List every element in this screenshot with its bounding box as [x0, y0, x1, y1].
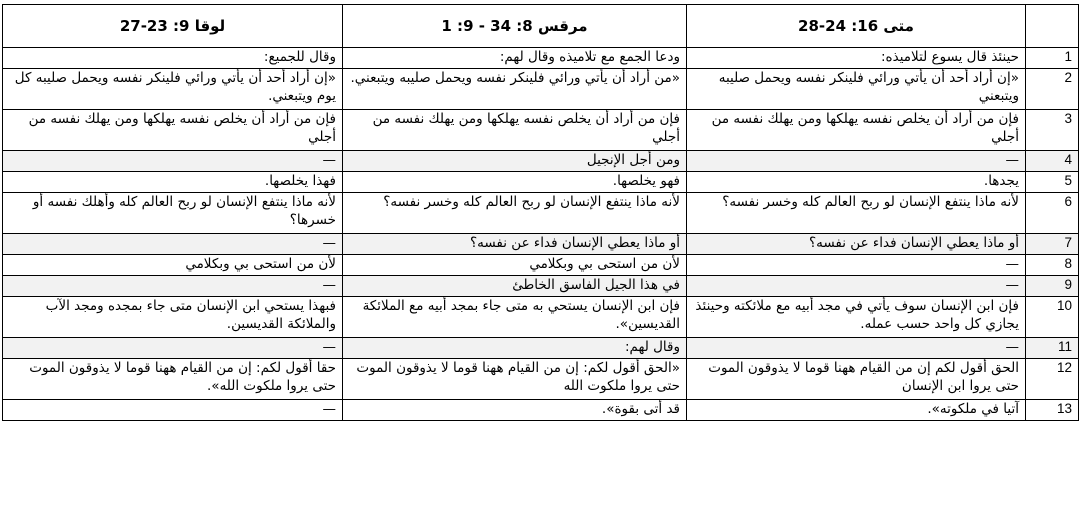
cell-matthew: الحق أقول لكم إن من القيام ههنا قوما لا يذوقون الموت حتى يروا ابن الإنسان	[687, 359, 1026, 400]
cell-mark: في هذا الجيل الفاسق الخاطئ	[343, 276, 687, 297]
cell-mark: ومن أجل الإنجيل	[343, 151, 687, 172]
cell-luke: فإن من أراد أن يخلص نفسه يهلكها ومن يهلك نفسه من أجلي	[3, 110, 343, 151]
cell-mark: وقال لهم:	[343, 338, 687, 359]
cell-luke: —	[3, 151, 343, 172]
table-row	[3, 69, 1079, 110]
header-mark: مرقس 8: 34 - 9: 1	[343, 5, 687, 48]
cell-luke: «إن أراد أحد أن يأتي ورائي فلينكر نفسه ويحمل صليبه كل يوم ويتبعني.	[3, 69, 343, 110]
row-number: 5	[1026, 172, 1079, 193]
cell-mark: لأن من استحى بي وبكلامي	[343, 255, 687, 276]
header-luke: لوقا 9: 23-27	[3, 5, 343, 48]
cell-matthew: —	[687, 255, 1026, 276]
cell-matthew: «إن أراد أحد أن يأتي ورائي فلينكر نفسه ويحمل صليبه ويتبعني	[687, 69, 1026, 110]
header-matthew: متى 16: 24-28	[687, 5, 1026, 48]
header-index	[1026, 5, 1079, 48]
cell-luke: —	[3, 276, 343, 297]
row-number: 11	[1026, 338, 1079, 359]
table-row	[3, 172, 1079, 193]
cell-matthew: —	[687, 276, 1026, 297]
table-row	[3, 297, 1079, 338]
cell-luke: لأن من استحى بي وبكلامي	[3, 255, 343, 276]
row-number: 4	[1026, 151, 1079, 172]
cell-mark: فإن من أراد أن يخلص نفسه يهلكها ومن يهلك نفسه من أجلي	[343, 110, 687, 151]
cell-luke: —	[3, 338, 343, 359]
row-number: 2	[1026, 69, 1079, 110]
cell-mark: لأنه ماذا ينتفع الإنسان لو ربح العالم كله وخسر نفسه؟	[343, 193, 687, 234]
cell-matthew: آتيا في ملكوته».	[687, 400, 1026, 421]
cell-matthew: لأنه ماذا ينتفع الإنسان لو ربح العالم كله وخسر نفسه؟	[687, 193, 1026, 234]
table-row	[3, 151, 1079, 172]
cell-luke: لأنه ماذا ينتفع الإنسان لو ربح العالم كله وأهلك نفسه أو خسرها؟	[3, 193, 343, 234]
row-number: 3	[1026, 110, 1079, 151]
cell-matthew: حينئذ قال يسوع لتلاميذه:	[687, 48, 1026, 69]
cell-matthew: —	[687, 151, 1026, 172]
cell-mark: ودعا الجمع مع تلاميذه وقال لهم:	[343, 48, 687, 69]
cell-matthew: أو ماذا يعطي الإنسان فداء عن نفسه؟	[687, 234, 1026, 255]
table-row	[3, 193, 1079, 234]
cell-mark: «من أراد أن يأتي ورائي فلينكر نفسه ويحمل صليبه ويتبعني.	[343, 69, 687, 110]
table-row	[3, 338, 1079, 359]
row-number: 9	[1026, 276, 1079, 297]
cell-mark: أو ماذا يعطي الإنسان فداء عن نفسه؟	[343, 234, 687, 255]
cell-matthew: يجدها.	[687, 172, 1026, 193]
row-number: 8	[1026, 255, 1079, 276]
table-row	[3, 276, 1079, 297]
cell-mark: فهو يخلصها.	[343, 172, 687, 193]
cell-luke: —	[3, 400, 343, 421]
cell-luke: وقال للجميع:	[3, 48, 343, 69]
cell-mark: «الحق أقول لكم: إن من القيام ههنا قوما لا يذوقون الموت حتى يروا ملكوت الله	[343, 359, 687, 400]
cell-luke: فبهذا يستحي ابن الإنسان متى جاء بمجده ومجد الآب والملائكة القديسين.	[3, 297, 343, 338]
synopsis-table	[2, 4, 1079, 421]
cell-luke: —	[3, 234, 343, 255]
cell-matthew: —	[687, 338, 1026, 359]
row-number: 6	[1026, 193, 1079, 234]
cell-mark: قد أتى بقوة».	[343, 400, 687, 421]
row-number: 7	[1026, 234, 1079, 255]
row-number: 1	[1026, 48, 1079, 69]
row-number: 10	[1026, 297, 1079, 338]
row-number: 12	[1026, 359, 1079, 400]
cell-matthew: فإن من أراد أن يخلص نفسه يهلكها ومن يهلك نفسه من أجلي	[687, 110, 1026, 151]
cell-luke: حقا أقول لكم: إن من القيام ههنا قوما لا يذوقون الموت حتى يروا ملكوت الله».	[3, 359, 343, 400]
table-row	[3, 400, 1079, 421]
table-row	[3, 110, 1079, 151]
header-row	[3, 5, 1079, 48]
cell-luke: فهذا يخلصها.	[3, 172, 343, 193]
row-number: 13	[1026, 400, 1079, 421]
cell-mark: فإن ابن الإنسان يستحي به متى جاء بمجد أبيه مع الملائكة القديسين».	[343, 297, 687, 338]
table-row	[3, 48, 1079, 69]
table-row	[3, 255, 1079, 276]
cell-matthew: فإن ابن الإنسان سوف يأتي في مجد أبيه مع ملائكته وحينئذ يجازي كل واحد حسب عمله.	[687, 297, 1026, 338]
table-row	[3, 234, 1079, 255]
table-row	[3, 359, 1079, 400]
